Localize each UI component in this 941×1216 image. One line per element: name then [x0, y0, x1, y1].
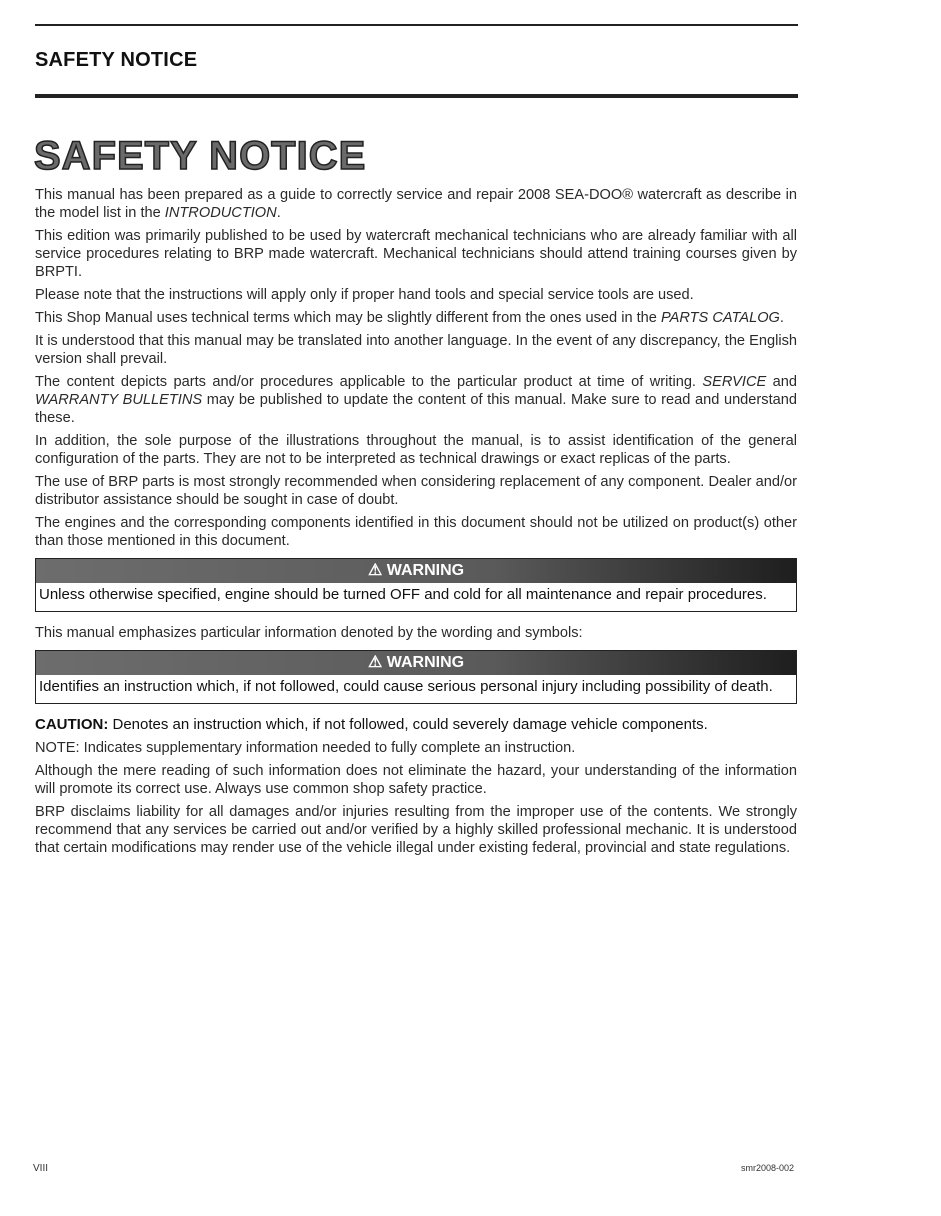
header-rule: [35, 94, 798, 98]
paragraph: Please note that the instructions will apply only if proper hand tools and special service tools are used.: [35, 287, 694, 303]
warning-text: Identifies an instruction which, if not followed, could cause serious personal injury including possibility of death.: [39, 678, 773, 695]
paragraph: This Shop Manual uses technical terms which may be slightly different from the ones used in the PARTS CATALOG.: [35, 310, 784, 326]
warning-header: ⚠ WARNING: [36, 559, 796, 583]
page-number: VIII: [33, 1163, 49, 1174]
paragraph: This manual emphasizes particular information denoted by the wording and symbols:: [35, 625, 583, 641]
paragraph: The use of BRP parts is most strongly recommended when considering replacement of any component. Dealer and/or distributor assistance should be sought in case of doubt.: [35, 474, 797, 508]
top-rule: [35, 24, 798, 26]
paragraph: Although the mere reading of such information does not eliminate the hazard, your understanding of the information will promote its correct use. Always use common shop safety practice.: [35, 763, 797, 797]
paragraph: In addition, the sole purpose of the illustrations throughout the manual, is to assist identification of the general configuration of the parts. They are not to be interpreted as technical drawings or exact replicas of the parts.: [35, 433, 797, 467]
warning-triangle-icon: ⚠: [367, 654, 387, 671]
warning-box: [35, 650, 797, 704]
caution-paragraph: CAUTION: Denotes an instruction which, if not followed, could severely damage vehicle components.: [35, 716, 708, 733]
note-paragraph: NOTE: Indicates supplementary information needed to fully complete an instruction.: [35, 740, 576, 756]
document-code: smr2008-002: [741, 1163, 795, 1173]
paragraph: The engines and the corresponding components identified in this document should not be utilized on product(s) other than those mentioned in this document.: [35, 515, 797, 549]
warning-header: ⚠ WARNING: [36, 651, 796, 675]
warning-triangle-icon: ⚠: [367, 562, 387, 579]
warning-text: Unless otherwise specified, engine should be turned OFF and cold for all maintenance and repair procedures.: [39, 586, 767, 603]
section-header: SAFETY NOTICE: [35, 49, 198, 71]
paragraph: BRP disclaims liability for all damages and/or injuries resulting from the improper use of the contents. We strongly recommend that any services be carried out and/or verified by a highly skilled professional mechanic. It is understood that certain modifications may render use of the vehicle illegal under existing federal, provincial and state regulations.: [35, 804, 797, 856]
paragraph: The content depicts parts and/or procedures applicable to the particular product at time of writing. SERVICE and WARRANTY BULLETINS may be published to update the content of this manual. Make sure to read and understand these.: [35, 374, 798, 426]
paragraph: This edition was primarily published to be used by watercraft mechanical technicians who are already familiar with all service procedures relating to BRP made watercraft. Mechanical technicians should attend training courses given by BRPTI.: [35, 228, 797, 280]
paragraph: It is understood that this manual may be translated into another language. In the event of any discrepancy, the English version shall prevail.: [35, 333, 797, 367]
warning-box: [35, 558, 797, 612]
page-title: SAFETY NOTICE: [34, 134, 367, 178]
body-text: [35, 186, 797, 862]
paragraph: This manual has been prepared as a guide to correctly service and repair 2008 SEA-DOO® watercraft as describe in the model list in the INTRODUCTION.: [35, 187, 797, 221]
